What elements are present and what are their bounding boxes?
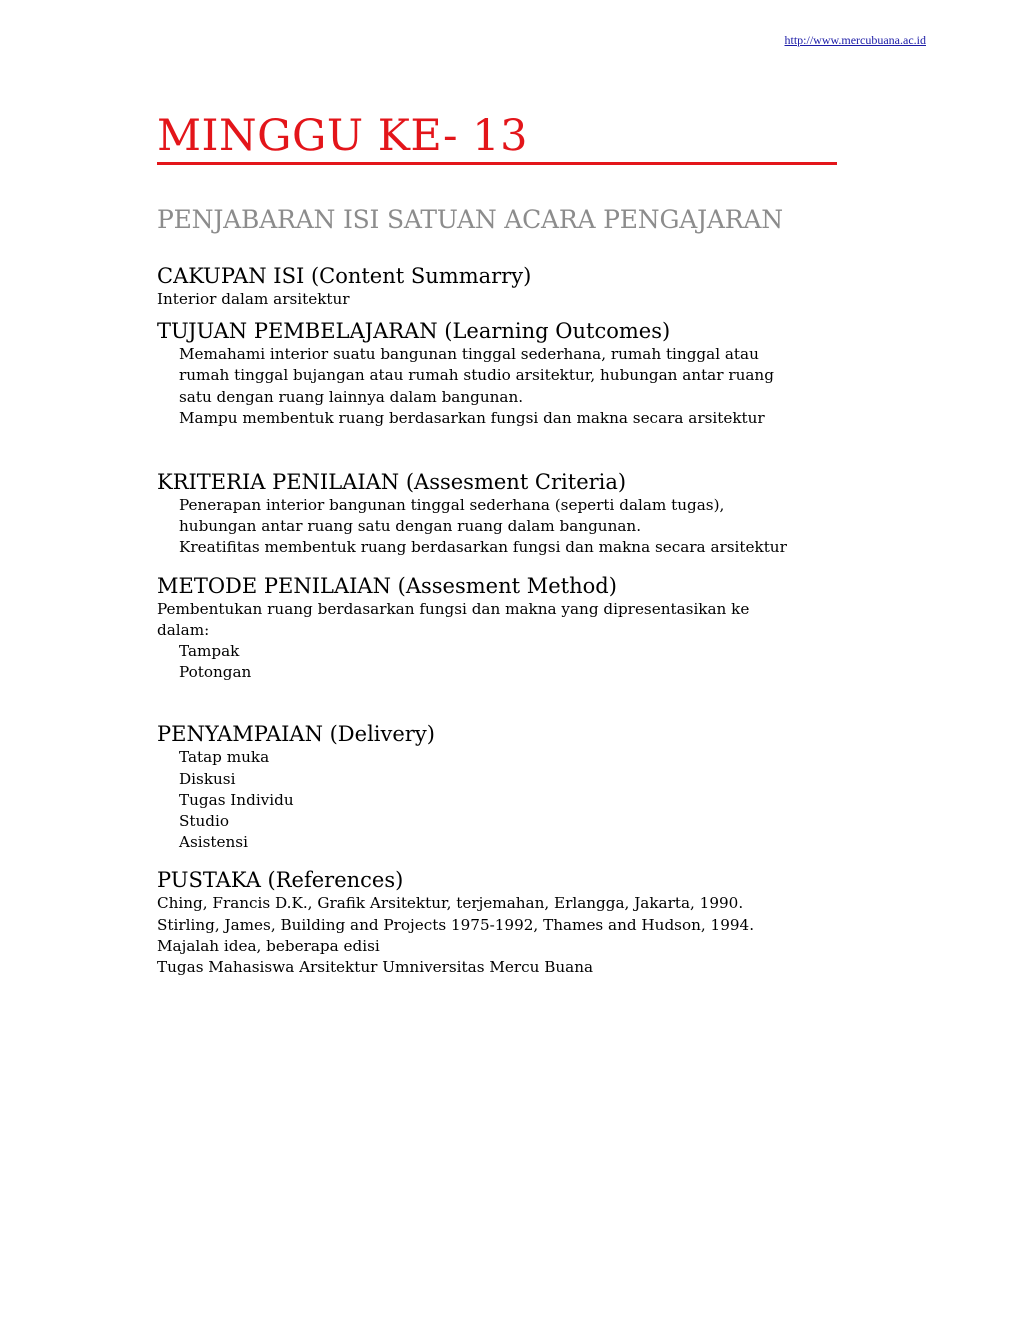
section-content-summary bbox=[157, 263, 837, 310]
list-item: Tampak bbox=[179, 642, 240, 661]
section-heading: METODE PENILAIAN (Assesment Method) bbox=[157, 573, 617, 598]
section-line: rumah tinggal bujangan atau rumah studio arsitektur, hubungan antar ruang bbox=[179, 366, 774, 385]
section-line: Mampu membentuk ruang berdasarkan fungsi dan makna secara arsitektur bbox=[179, 408, 765, 427]
section-line: Penerapan interior bangunan tinggal sederhana (seperti dalam tugas), bbox=[179, 496, 725, 515]
reference-item: Majalah idea, beberapa edisi bbox=[157, 936, 380, 955]
document-page bbox=[157, 110, 837, 978]
list-item: Tugas Individu bbox=[179, 790, 294, 809]
list-item: Asistensi bbox=[179, 833, 248, 852]
section-line: hubungan antar ruang satu dengan ruang dalam bangunan. bbox=[179, 517, 642, 536]
list-item: Tatap muka bbox=[179, 748, 270, 767]
header-url-link[interactable]: http://www.mercubuana.ac.id bbox=[784, 33, 926, 47]
section-line: Pembentukan ruang berdasarkan fungsi dan makna yang dipresentasikan ke bbox=[157, 599, 750, 618]
section-line: dalam: bbox=[157, 620, 210, 639]
section-heading: KRITERIA PENILAIAN (Assesment Criteria) bbox=[157, 470, 627, 495]
section-heading: PUSTAKA (References) bbox=[157, 868, 404, 893]
page-title: MINGGU KE- 13 bbox=[157, 110, 837, 165]
reference-item: Stirling, James, Building and Projects 1975-1992, Thames and Hudson, 1994. bbox=[157, 915, 755, 934]
reference-item: Tugas Mahasiswa Arsitektur Umniversitas Mercu Buana bbox=[157, 958, 594, 977]
section-line: Memahami interior suatu bangunan tinggal sederhana, rumah tinggal atau bbox=[179, 345, 759, 364]
section-references bbox=[157, 867, 837, 978]
section-line: Interior dalam arsitektur bbox=[157, 290, 350, 308]
section-learning-outcomes bbox=[157, 318, 837, 429]
section-assessment-method bbox=[157, 573, 837, 684]
page-subtitle: PENJABARAN ISI SATUAN ACARA PENGAJARAN bbox=[157, 205, 783, 234]
section-heading: CAKUPAN ISI (Content Summarry) bbox=[157, 264, 532, 288]
reference-item: Ching, Francis D.K., Grafik Arsitektur, terjemahan, Erlangga, Jakarta, 1990. bbox=[157, 894, 744, 913]
list-item: Diskusi bbox=[179, 769, 236, 788]
list-item: Studio bbox=[179, 812, 230, 831]
section-delivery bbox=[157, 721, 837, 853]
section-line: satu dengan ruang lainnya dalam bangunan. bbox=[179, 387, 524, 406]
section-assessment-criteria bbox=[157, 469, 837, 559]
section-heading: TUJUAN PEMBELAJARAN (Learning Outcomes) bbox=[157, 319, 671, 344]
section-heading: PENYAMPAIAN (Delivery) bbox=[157, 722, 435, 747]
list-item: Potongan bbox=[179, 663, 252, 682]
section-line: Kreatifitas membentuk ruang berdasarkan fungsi dan makna secara arsitektur bbox=[179, 538, 787, 557]
